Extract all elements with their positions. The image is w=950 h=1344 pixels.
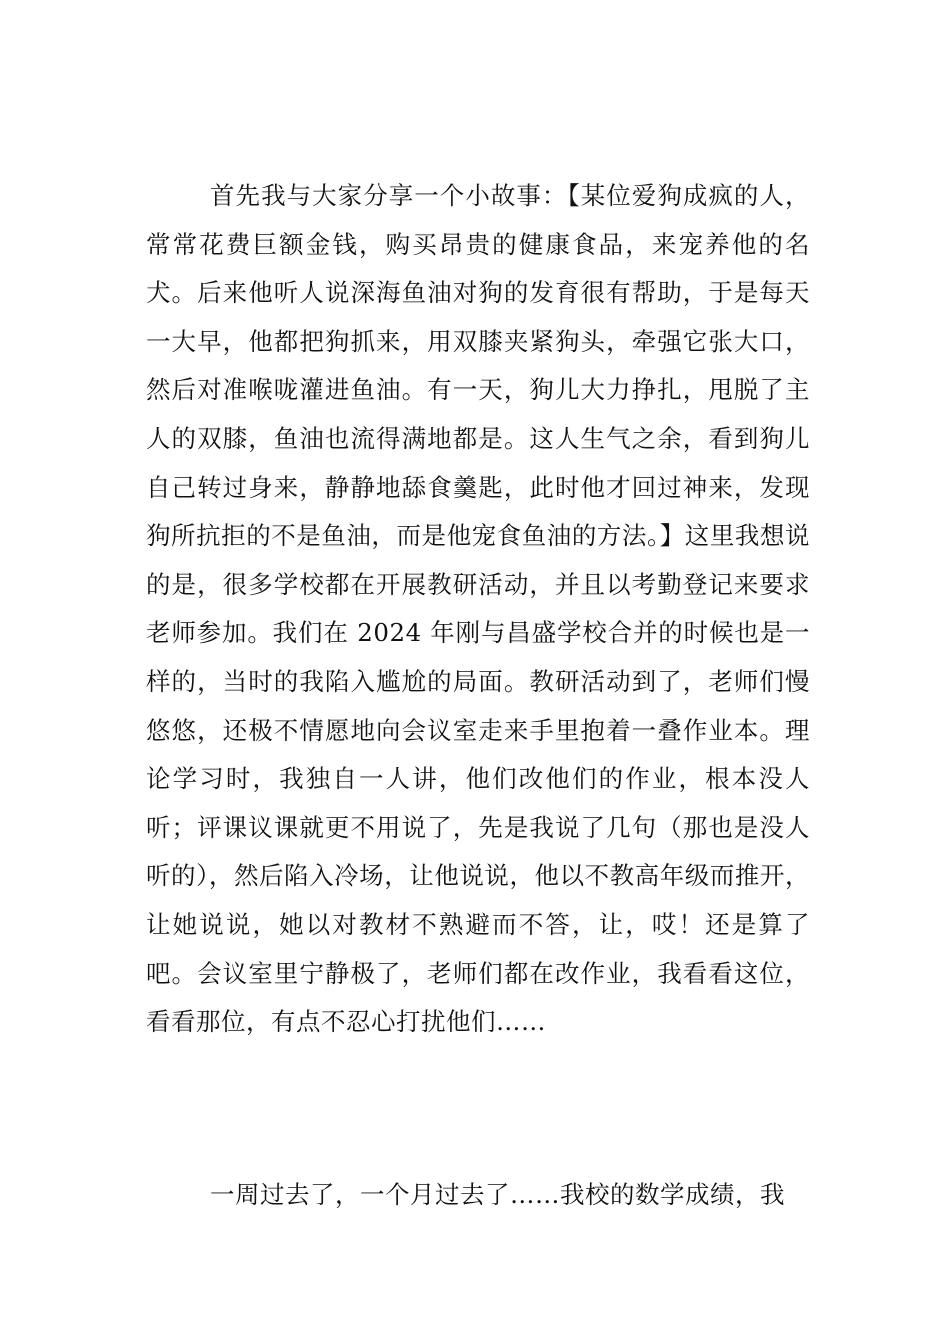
paragraph-story: 首先我与大家分享一个小故事：【某位爱狗成疯的人，常常花费巨额金钱，购买昂贵的健康食品，来宠养他的名犬。后来他听人说深海鱼油对狗的发育很有帮助，于是每天一大早，他都把狗抓来，用双膝夹紧狗头，牵强它张大口，然后对准喉咙灌进鱼油。有一天，狗儿大力挣扎，甩脱了主人的双膝，鱼油也流得满地都是。这人生气之余，看到狗儿自己转过身来，静静地舔食羹匙，此时他才回过神来，发现狗所抗拒的不是鱼油，而是他宠食鱼油的方法。】这里我想说的是，很多学校都在开展教研活动，并且以考勤登记来要求老师参加。我们在 2024 年刚与昌盛学校合并的时候也是一样的，当时的我陷入尴尬的局面。教研活动到了，老师们慢悠悠，还极不情愿地向会议室走来手里抱着一叠作业本。理论学习时，我独自一人讲，他们改他们的作业，根本没人听；评课议课就更不用说了，先是我说了几句（那也是没人听的），然后陷入冷场，让他说说，他以不教高年级而推开，让她说说，她以对教材不熟避而不答，让，哎！还是算了吧。会议室里宁静极了，老师们都在改作业，我看看这位，看看那位，有点不忍心打扰他们…… (146, 181, 810, 1037)
paragraph-continuation: 一周过去了，一个月过去了……我校的数学成绩，我 (210, 1180, 785, 1209)
